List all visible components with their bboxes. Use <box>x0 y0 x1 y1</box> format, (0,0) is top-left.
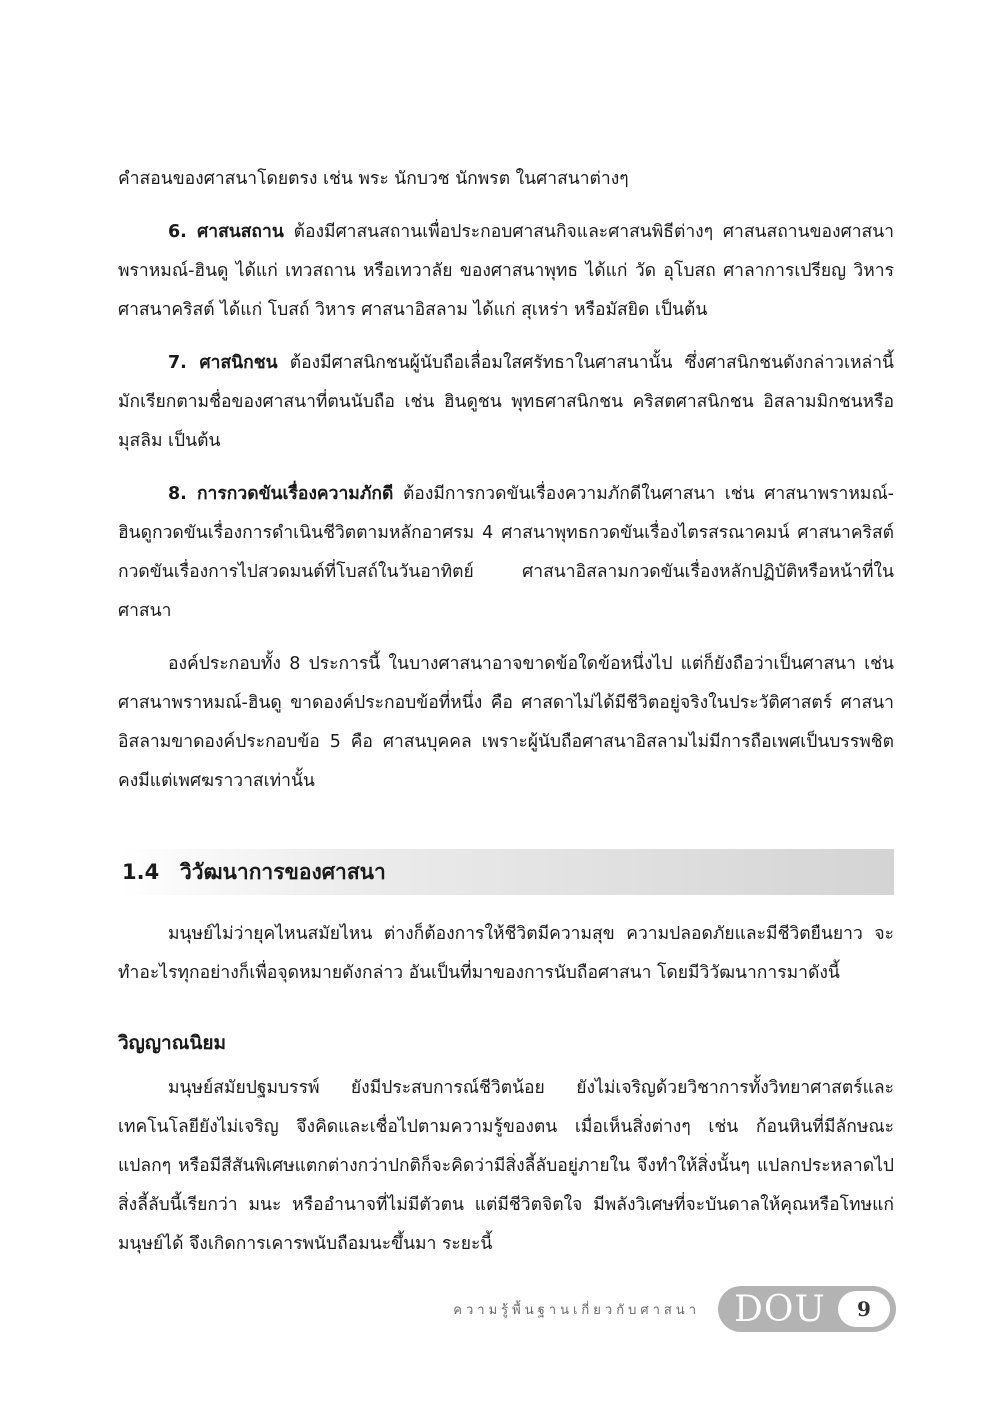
dou-logo-text: DOU <box>734 1288 826 1330</box>
item-7-title: 7. ศาสนิกชน <box>168 353 278 373</box>
page-footer <box>420 1284 896 1334</box>
intro-line: คำสอนของศาสนาโดยตรง เช่น พระ นักบวช นักพรต ในศาสนาต่างๆ <box>118 169 629 189</box>
dou-logo-badge <box>718 1286 896 1332</box>
item-7-paragraph <box>118 344 894 461</box>
item-8-paragraph <box>118 475 894 631</box>
section-number: 1.4 <box>122 860 160 884</box>
item-8-title: 8. การกวดขันเรื่องความภักดี <box>168 484 394 504</box>
animism-paragraph: มนุษย์สมัยปฐมบรรพ์ ยังมีประสบการณ์ชีวิตน้อย ยังไม่เจริญด้วยวิชาการทั้งวิทยาศาสตร์และเทคโนโลยียังไม่เจริญ จึงคิดและเชื่อไปตามความรู้ของตน เมื่อเห็นสิ่งต่างๆ เช่น ก้อนหินที่มีลักษณะแปลกๆ หรือมีสีสันพิเศษแตกต่างกว่าปกติก็จะคิดว่ามีสิ่งลี้ลับอยู่ภายใน จึงทำให้สิ่งนั้นๆ แปลกประหลาดไป สิ่งลี้ลับนี้เรียกว่า มนะ หรืออำนาจที่ไม่มีตัวตน แต่มีชีวิตจิตใจ มีพลังวิเศษที่จะบันดาลให้คุณหรือโทษแก่มนุษย์ได้ จึงเกิดการเคารพนับถือมนะขึ้นมา ระยะนี้ <box>118 1078 894 1254</box>
item-6-title: 6. ศาสนสถาน <box>168 222 284 242</box>
item-6-body: ต้องมีศาสนสถานเพื่อประกอบศาสนกิจและศาสนพิธีต่างๆ ศาสนสถานของศาสนาพราหมณ์-ฮินดู ได้แก่ เทวสถาน หรือเทวาลัย ของศาสนาพุทธ ได้แก่ วัด อุโบสถ ศาลาการเปรียญ วิหาร ศาสนาคริสต์ ได้แก่ โบสถ์ วิหาร ศาสนาอิสลาม ได้แก่ สุเหร่า หรือมัสยิด เป็นต้น <box>118 222 894 320</box>
subheading-animism: วิญญาณนิยม <box>118 1032 226 1054</box>
page-body <box>118 160 894 1264</box>
page-number: 9 <box>838 1291 890 1327</box>
section-title: วิวัฒนาการของศาสนา <box>180 859 386 884</box>
item-6-paragraph <box>118 213 894 330</box>
footer-book-title: ความรู้พื้นฐานเกี่ยวกับศาสนา <box>453 1302 700 1318</box>
item-8-body: ต้องมีการกวดขันเรื่องความภักดีในศาสนา เช่น ศาสนาพราหมณ์-ฮินดูกวดขันเรื่องการดำเนินชีวิตตามหลักอาศรม 4 ศาสนาพุทธกวดขันเรื่องไตรสรณาคมน์ ศาสนาคริสต์กวดขันเรื่องการไปสวดมนต์ที่โบสถ์ในวันอาทิตย์ ศาสนาอิสลามกวดขันเรื่องหลักปฏิบัติหรือหน้าที่ในศาสนา <box>118 484 894 621</box>
summary-paragraph: องค์ประกอบทั้ง 8 ประการนี้ ในบางศาสนาอาจขาดข้อใดข้อหนึ่งไป แต่ก็ยังถือว่าเป็นศาสนา เช่น ศาสนาพราหมณ์-ฮินดู ขาดองค์ประกอบข้อที่หนึ่ง คือ ศาสดาไม่ได้มีชีวิตอยู่จริงในประวัติศาสตร์ ศาสนาอิสลามขาดองค์ประกอบข้อ 5 คือ ศาสนบุคคล เพราะผู้นับถือศาสนาอิสลามไม่มีการถือเพศเป็นบรรพชิต คงมีแต่เพศฆราวาสเท่านั้น <box>118 654 894 791</box>
item-7-body: ต้องมีศาสนิกชนผู้นับถือเลื่อมใสศรัทธาในศาสนานั้น ซึ่งศาสนิกชนดังกล่าวเหล่านี้ มักเรียกตามชื่อของศาสนาที่ตนนับถือ เช่น ฮินดูชน พุทธศาสนิกชน คริสตศาสนิกชน อิสลามมิกชนหรือมุสลิม เป็นต้น <box>118 353 895 451</box>
section-paragraph: มนุษย์ไม่ว่ายุคไหนสมัยไหน ต่างก็ต้องการให้ชีวิตมีความสุข ความปลอดภัยและมีชีวิตยืนยาว จะทำอะไรทุกอย่างก็เพื่อจุดหมายดังกล่าว อันเป็นที่มาของการนับถือศาสนา โดยมีวิวัฒนาการมาดังนี้ <box>118 924 894 983</box>
section-heading-bar <box>118 849 894 895</box>
